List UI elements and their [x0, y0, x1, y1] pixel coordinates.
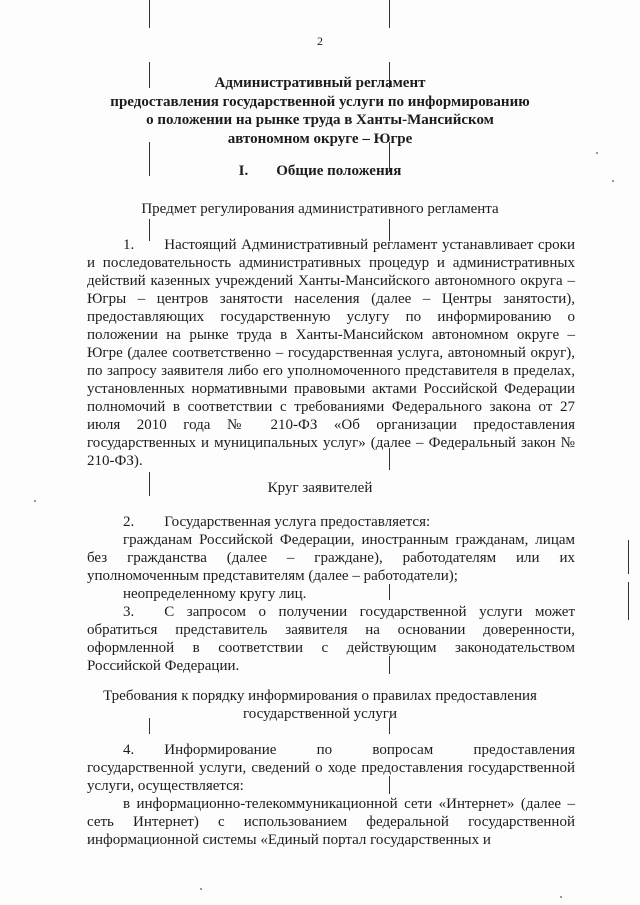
scan-speck — [612, 180, 614, 182]
subheading-subject: Предмет регулирования административного регламента — [141, 201, 499, 217]
scan-speck — [34, 500, 36, 502]
title-line: Административный регламент — [214, 75, 426, 91]
scan-artifact-line — [628, 540, 629, 574]
title-line: предоставления государственной услуги по информированию — [110, 93, 530, 110]
scan-speck — [200, 888, 202, 890]
subheading-requirements — [60, 687, 580, 723]
scan-artifact-line — [389, 0, 390, 28]
scan-artifact-line — [149, 0, 150, 28]
scan-artifact-line — [628, 582, 629, 620]
scan-speck — [560, 896, 562, 898]
scan-speck — [596, 152, 598, 154]
section-number: I. — [238, 163, 249, 179]
subheading-applicants: Круг заявителей — [267, 480, 373, 496]
paragraph-3: 3. С запросом о получении государственной услуги может обратиться представитель заявителя на основании доверенности, оформленной в соответствии с действующим законодательством Российской Федерации. — [87, 604, 575, 674]
paragraph-2a: гражданам Российской Федерации, иностранным гражданам, лицам без гражданства (далее – граждане), работодателям или их уполномоченным представителям (далее – работодатели); — [87, 532, 575, 584]
title-line: автономном округе – Югре — [227, 130, 413, 147]
paragraph-2: 2. Государственная услуга предоставляется: — [123, 514, 431, 530]
paragraph-2b: неопределенному кругу лиц. — [123, 586, 307, 602]
document-title — [60, 74, 580, 148]
section-heading — [60, 163, 580, 180]
page-number: 2 — [317, 34, 323, 48]
title-line: о положении на рынке труда в Ханты-Мансийском — [146, 112, 494, 128]
paragraph-4a: в информационно-телекоммуникационной сети «Интернет» (далее – сеть Интернет) с использованием федеральной государственной информационной системы «Единый портал государственных и — [87, 796, 575, 848]
section-title: Общие положения — [276, 163, 402, 179]
subheading-line: Требования к порядку информирования о правилах предоставления — [103, 688, 537, 704]
paragraph-4: 4. Информирование по вопросам предоставления государственной услуги, сведений о ходе предоставления государственной услуги, осуществляется: — [87, 742, 575, 794]
subheading-line: государственной услуги — [243, 706, 397, 722]
paragraph-1: 1. Настоящий Административный регламент устанавливает сроки и последовательность административных процедур и административных действий казенных учреждений Ханты-Мансийского автономного округа – Югры – центров занятости населения (далее – Центры занятости), предоставляющих государственную услугу по информированию о положении на рынке труда в Ханты-Мансийском автономном округе – Югре (далее соответственно – государственная услуга, автономный округ), по запросу заявителя либо его уполномоченного представителя в пределах, установленных нормативными правовыми актами Российской Федерации полномочий в соответствии с требованиями Федерального закона от 27 июля 2010 года № 210-ФЗ «Об организации предоставления государственных и муниципальных услуг» (далее – Федеральный закон № 210-ФЗ). — [87, 237, 575, 469]
